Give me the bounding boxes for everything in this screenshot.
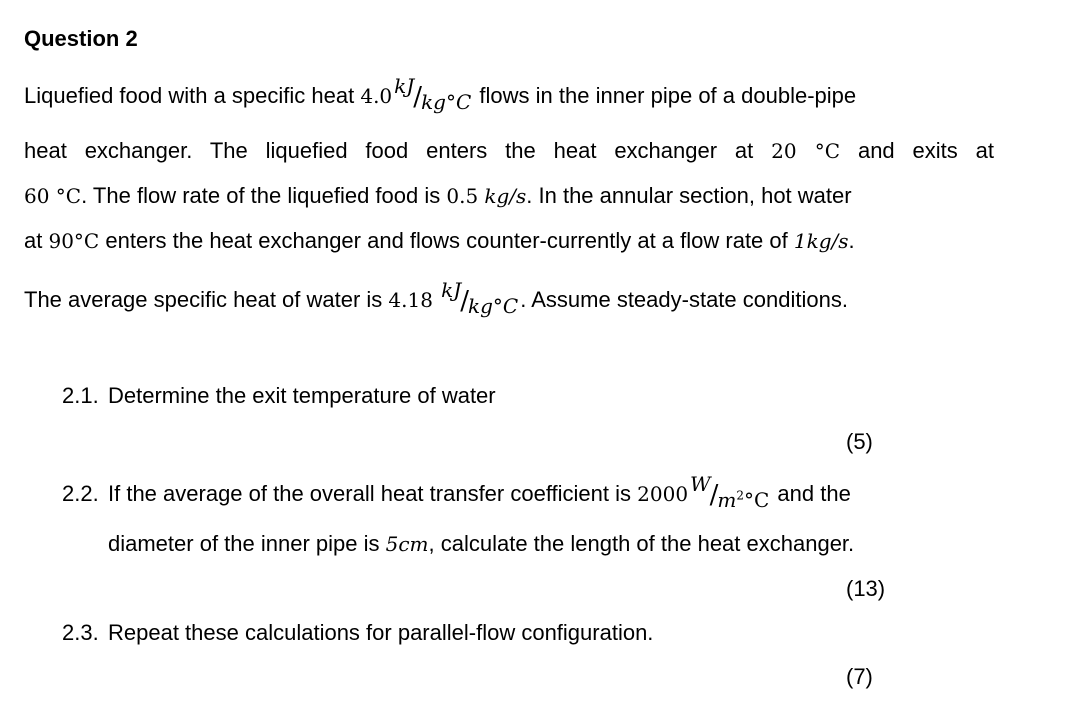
text-segment: The average specific heat of water is bbox=[24, 287, 383, 312]
item-text: diameter of the inner pipe is bbox=[108, 531, 380, 556]
unit-numerator: kJ bbox=[394, 74, 415, 98]
food-specific-heat-value: 4.0 bbox=[360, 84, 393, 108]
heat-transfer-coefficient-value: 2000 bbox=[637, 482, 689, 506]
paragraph-line-5 bbox=[24, 278, 994, 318]
unit-denominator: kg°C bbox=[421, 90, 472, 114]
unit-kj-per-kgc: kJ/kg°C bbox=[394, 74, 472, 114]
item-text: , calculate the length of the heat exchanger. bbox=[428, 531, 855, 556]
paragraph-line-3 bbox=[24, 185, 994, 207]
item-text: and the bbox=[777, 481, 851, 506]
water-inlet-temperature: 90°C bbox=[48, 229, 100, 253]
inner-pipe-diameter: 5cm bbox=[385, 532, 429, 556]
text-segment: at bbox=[24, 228, 43, 253]
sub-question-2-2-continuation bbox=[108, 533, 854, 555]
item-text: If the average of the overall heat transfer coefficient is bbox=[108, 481, 632, 506]
text-segment: flows in the inner pipe of a double-pipe bbox=[479, 83, 857, 108]
food-inlet-temperature: 20 °C bbox=[771, 139, 841, 163]
sub-question-2-2 bbox=[62, 472, 994, 512]
text-segment: . The flow rate of the liquefied food is bbox=[81, 183, 441, 208]
text-segment: and exits at bbox=[857, 138, 995, 163]
unit-denominator: $m^2^\circ C$ bbox=[717, 488, 770, 512]
water-specific-heat-value: 4.18 bbox=[388, 288, 433, 312]
paragraph-line-2 bbox=[24, 140, 994, 162]
item-number: 2.3. bbox=[62, 620, 99, 645]
text-segment: . bbox=[848, 228, 855, 253]
food-outlet-temperature: 60 °C bbox=[24, 184, 82, 208]
sub-question-2-3 bbox=[62, 622, 653, 644]
text-segment: Liquefied food with a specific heat bbox=[24, 83, 355, 108]
unit-numerator: W bbox=[690, 472, 711, 496]
marks-2-1: (5) bbox=[846, 429, 873, 454]
item-text: Determine the exit temperature of water bbox=[108, 383, 496, 408]
text-segment: heat exchanger. The liquefied food enters the heat exchanger at bbox=[24, 138, 754, 163]
item-number: 2.2. bbox=[62, 481, 99, 506]
text-segment: . Assume steady-state conditions. bbox=[520, 287, 848, 312]
marks-2-2: (13) bbox=[846, 576, 886, 601]
text-segment: . In the annular section, hot water bbox=[526, 183, 852, 208]
food-flow-rate-unit: kg/s bbox=[484, 184, 527, 208]
item-number: 2.1. bbox=[62, 383, 99, 408]
item-text: Repeat these calculations for parallel-flow configuration. bbox=[108, 620, 654, 645]
sub-question-2-1 bbox=[62, 385, 496, 407]
paragraph-line-4 bbox=[24, 230, 994, 252]
paragraph-line-1 bbox=[24, 74, 994, 114]
unit-w-per-m2c: $W/m^2^\circ C$ bbox=[690, 472, 770, 512]
question-heading: Question 2 bbox=[24, 26, 138, 51]
unit-kj-per-kgc: kJ/kg°C bbox=[441, 278, 519, 318]
water-flow-rate: 1kg/s bbox=[793, 229, 849, 253]
marks-2-3: (7) bbox=[846, 664, 873, 689]
food-flow-rate-value: 0.5 bbox=[446, 184, 479, 208]
text-segment: enters the heat exchanger and flows counter-currently at a flow rate of bbox=[105, 228, 788, 253]
unit-denominator: kg°C bbox=[467, 294, 519, 318]
unit-numerator: kJ bbox=[441, 278, 462, 302]
